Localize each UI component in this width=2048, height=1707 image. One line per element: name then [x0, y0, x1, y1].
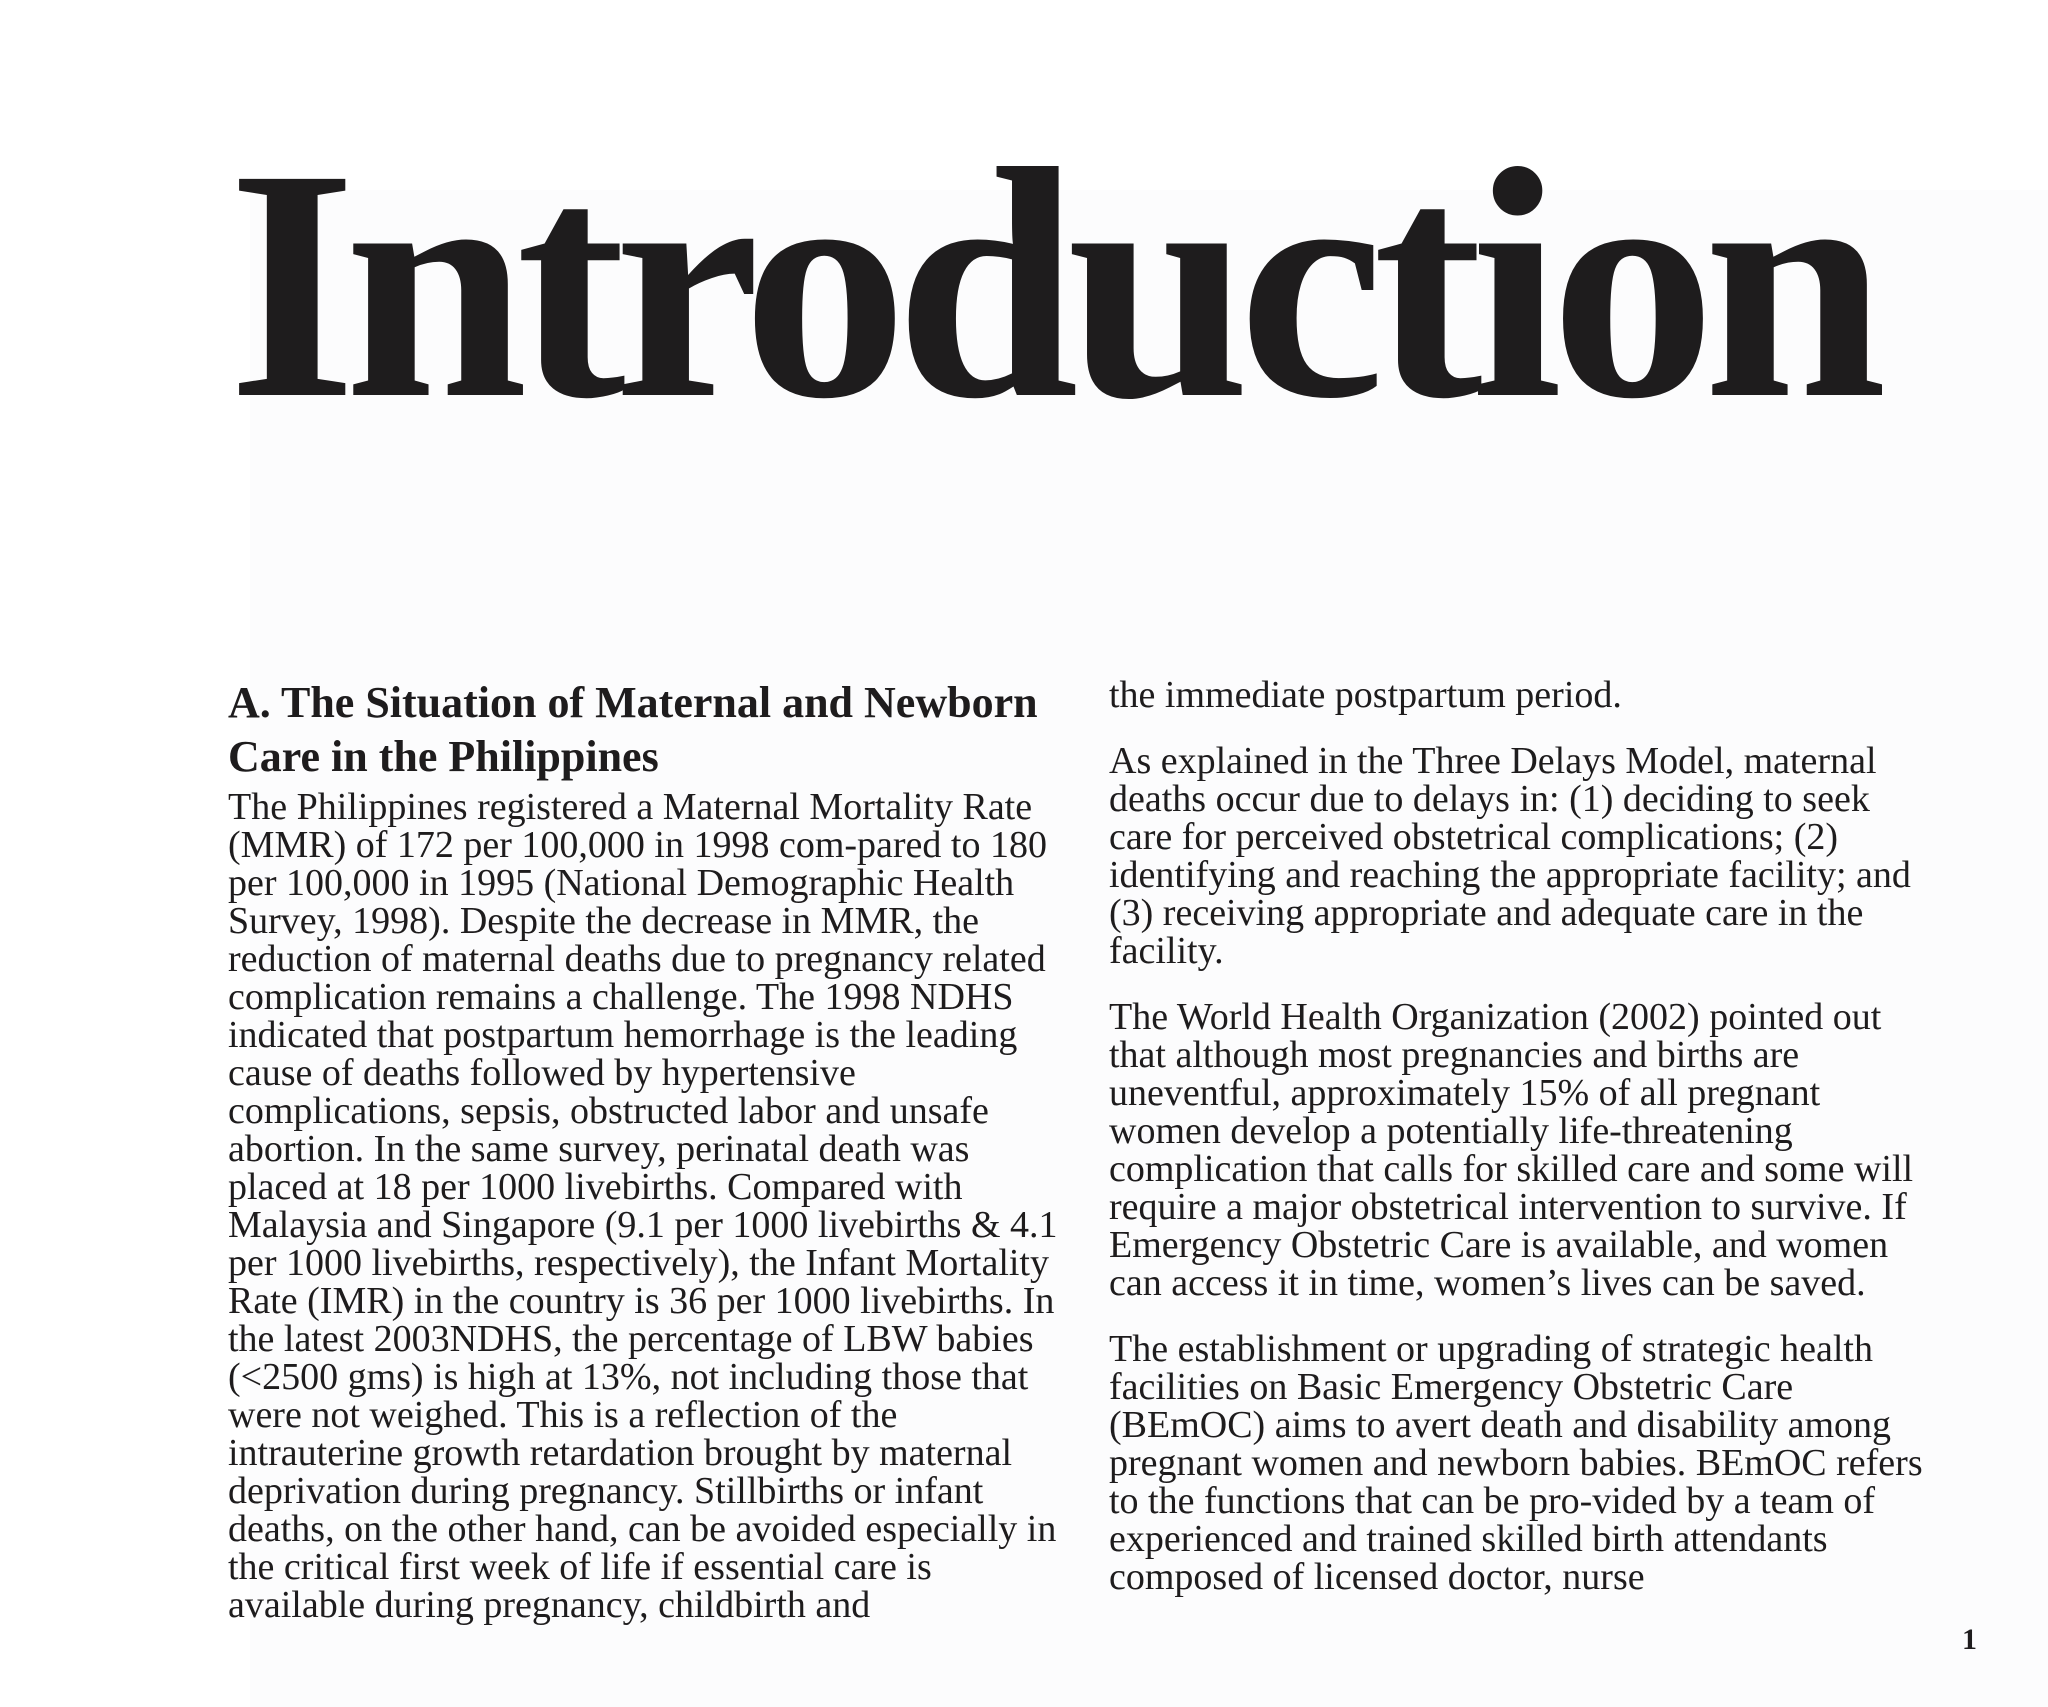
page-title: Introduction: [228, 102, 1875, 467]
right-column: [1109, 676, 1939, 1596]
body-paragraph: As explained in the Three Delays Model, maternal deaths occur due to delays in: (1) deciding to seek care for perceived obstetrical complications; (2) identifying and reaching the appropriate facility; and (3) receiving appropriate and adequate care in the facility.: [1109, 740, 1911, 972]
body-paragraph: The Philippines registered a Maternal Mortality Rate (MMR) of 172 per 100,000 in 1998 com-pared to 180 per 100,000 in 1995 (National Demographic Health Survey, 1998). Despite the decrease in MMR, the reduction of maternal deaths due to pregnancy related complication remains a challenge. The 1998 NDHS indicated that postpartum hemorrhage is the leading cause of deaths followed by hypertensive complications, sepsis, obstructed labor and unsafe abortion. In the same survey, perinatal death was placed at 18 per 1000 livebirths. Compared with Malaysia and Singapore (9.1 per 1000 livebirths & 4.1 per 1000 livebirths, respectively), the Infant Mortality Rate (IMR) in the country is 36 per 1000 livebirths. In the latest 2003NDHS, the percentage of LBW babies (<2500 gms) is high at 13%, not including those that were not weighed. This is a reflection of the intrauterine growth retardation brought by maternal deprivation during pregnancy. Stillbirths or infant deaths, on the other hand, can be avoided especially in the critical first week of life if essential care is available during pregnancy, childbirth and: [228, 786, 1058, 1626]
section-heading: A. The Situation of Maternal and Newborn Care in the Philippines: [228, 678, 1038, 781]
body-paragraph: The establishment or upgrading of strategic health facilities on Basic Emergency Obstetric Care (BEmOC) aims to avert death and disability among pregnant women and newborn babies. BEmOC refers to the functions that can be pro-vided by a team of experienced and trained skilled birth attendants composed of licensed doctor, nurse: [1109, 1328, 1923, 1598]
body-paragraph: the immediate postpartum period.: [1109, 674, 1622, 716]
body-paragraph: The World Health Organization (2002) pointed out that although most pregnancies and births are uneventful, approximately 15% of all pregnant women develop a potentially life-threatening complication that calls for skilled care and some will require a major obstetrical intervention to survive. If Emergency Obstetric Care is available, and women can access it in time, women’s lives can be saved.: [1109, 996, 1914, 1304]
left-column: [228, 676, 1063, 1624]
page-number: 1: [1962, 1623, 1977, 1656]
